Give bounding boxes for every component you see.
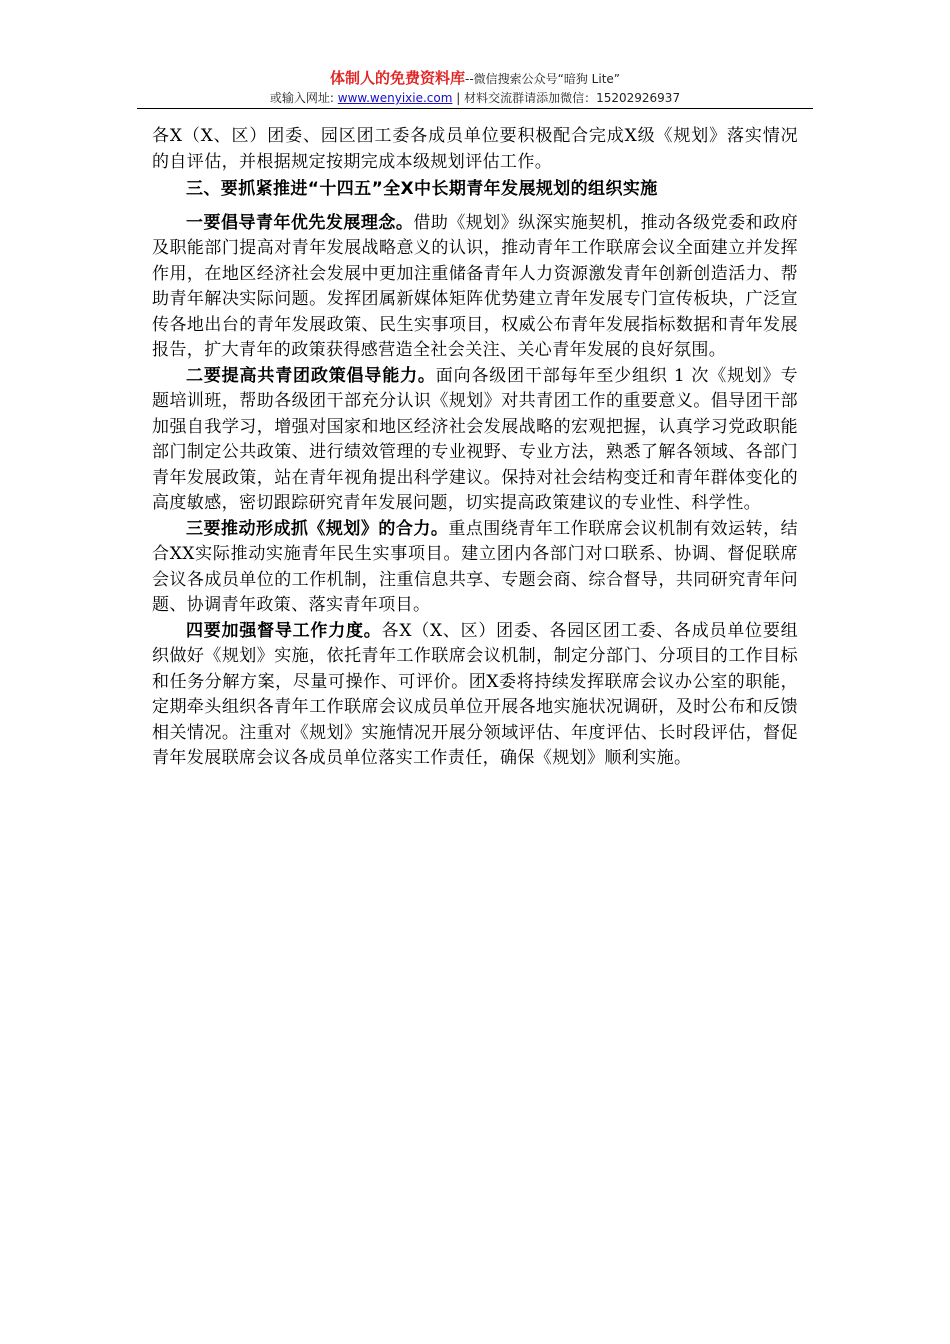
paragraph-2-body: 面向各级团干部每年至少组织 1 次《规划》专题培训班，帮助各级团干部充分认识《规划》对共青团工作的重要意义。倡导团干部加强自我学习，增强对国家和地区经济社会发展战略的宏观把握，认真学习党政职能部门制定公共政策、进行绩效管理的专业视野、专业方法，熟悉了解各领域、各部门青年发展政策，站在青年视角提出科学建议。保持对社会结构变迁和青年群体变化的高度敏感，密切跟踪研究青年发展问题，切实提高政策建议的专业性、科学性。 — [152, 365, 798, 513]
page-header — [0, 68, 950, 107]
header-contact-line — [0, 89, 950, 107]
paragraph-2-lead: 二要提高共青团政策倡导能力。 — [186, 365, 436, 386]
document-body — [152, 124, 798, 772]
paragraph-2 — [152, 364, 798, 517]
paragraph-3 — [152, 517, 798, 619]
paragraph-4-lead: 四要加强督导工作力度。 — [186, 620, 382, 641]
paragraph-1-body: 借助《规划》纵深实施契机，推动各级党委和政府及职能部门提高对青年发展战略意义的认识，推动青年工作联席会议全面建立并发挥作用，在地区经济社会发展中更加注重储备青年人力资源激发青年创新创造活力、帮助青年解决实际问题。发挥团属新媒体矩阵优势建立青年发展专门宣传板块，广泛宣传各地出台的青年发展政策、民生实事项目，权威公布青年发展指标数据和青年发展报告，扩大青年的政策获得感营造全社会关注、关心青年发展的良好氛围。 — [152, 212, 798, 360]
header-url-prefix: 或输入网址: — [269, 91, 338, 105]
paragraph-3-body: 重点围绕青年工作联席会议机制有效运转，结合XX实际推动实施青年民生实事项目。建立团内各部门对口联系、协调、督促联席会议各成员单位的工作机制，注重信息共享、专题会商、综合督导，共同研究青年问题、协调青年政策、落实青年项目。 — [152, 518, 799, 615]
paragraph-1 — [152, 211, 798, 364]
header-website-link[interactable]: www.wenyixie.com — [337, 91, 453, 105]
paragraph-3-lead: 三要推动形成抓《规划》的合力。 — [186, 518, 449, 539]
header-title: 体制人的免费资料库 — [329, 69, 465, 87]
paragraph-1-lead: 一要倡导青年优先发展理念。 — [186, 212, 414, 233]
section-heading: 三、要抓紧推进“十四五”全X中长期青年发展规划的组织实施 — [186, 179, 658, 199]
paragraph-4 — [152, 619, 798, 772]
header-title-line — [0, 68, 950, 89]
intro-paragraph: 各X（X、区）团委、园区团工委各成员单位要积极配合完成X级《规划》落实情况的自评估，并根据规定按期完成本级规划评估工作。 — [152, 126, 798, 172]
header-contact-text: | 材料交流群请添加微信：15202926937 — [452, 91, 681, 105]
header-tagline: --微信搜索公众号“暗狗 Lite” — [464, 72, 621, 86]
header-divider — [137, 108, 813, 109]
paragraph-4-body: 各X（X、区）团委、各园区团工委、各成员单位要组织做好《规划》实施，依托青年工作联席会议机制，制定分部门、分项目的工作目标和任务分解方案，尽量可操作、可评价。团X委将持续发挥联席会议办公室的职能，定期牵头组织各青年工作联席会议成员单位开展各地实施状况调研，及时公布和反馈相关情况。注重对《规划》实施情况开展分领域评估、年度评估、长时段评估，督促青年发展联席会议各成员单位落实工作责任，确保《规划》顺利实施。 — [152, 620, 798, 768]
